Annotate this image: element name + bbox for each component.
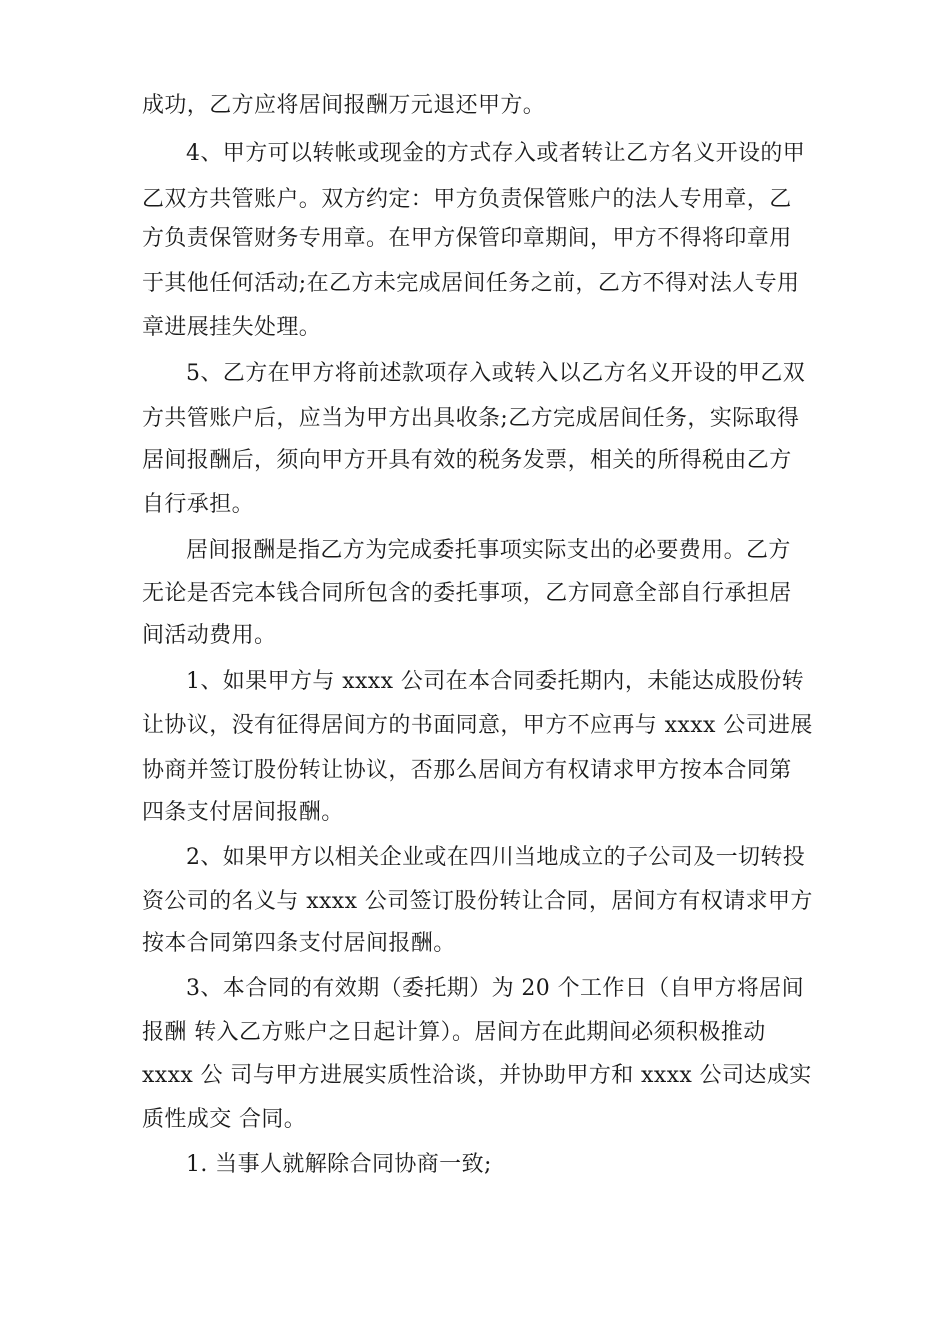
text-line: 5、乙方在甲方将前述款项存入或转入以乙方名义开设的甲乙双 — [186, 361, 806, 386]
text-line: 让协议，没有征得居间方的书面同意，甲方不应再与 xxxx 公司进展 — [142, 713, 813, 738]
text-line: 2、如果甲方以相关企业或在四川当地成立的子公司及一切转投 — [186, 845, 806, 870]
text-line: 1. 当事人就解除合同协商一致; — [186, 1152, 492, 1177]
text-line: xxxx 公 司与甲方进展实质性洽谈，并协助甲方和 xxxx 公司达成实 — [142, 1063, 812, 1088]
text-line: 四条支付居间报酬。 — [142, 800, 344, 825]
text-line: 成功，乙方应将居间报酬万元退还甲方。 — [142, 93, 546, 118]
text-line: 报酬 转入乙方账户之日起计算）。居间方在此期间必须积极推动 — [142, 1020, 766, 1045]
text-line: 质性成交 合同。 — [142, 1107, 307, 1132]
text-line: 4、甲方可以转帐或现金的方式存入或者转让乙方名义开设的甲 — [186, 141, 806, 166]
text-line: 资公司的名义与 xxxx 公司签订股份转让合同，居间方有权请求甲方 — [142, 889, 813, 914]
text-line: 自行承担。 — [142, 492, 255, 517]
text-line: 协商并签订股份转让协议，否那么居间方有权请求甲方按本合同第 — [142, 758, 792, 783]
text-line: 1、如果甲方与 xxxx 公司在本合同委托期内，未能达成股份转 — [186, 669, 805, 694]
text-line: 章进展挂失处理。 — [142, 315, 322, 340]
text-line: 方负责保管财务专用章。在甲方保管印章期间，甲方不得将印章用 — [142, 226, 792, 251]
text-line: 方共管账户后，应当为甲方出具收条;乙方完成居间任务，实际取得 — [142, 406, 800, 431]
text-line: 3、本合同的有效期（委托期）为 20 个工作日（自甲方将居间 — [186, 976, 804, 1001]
text-line: 无论是否完本钱合同所包含的委托事项，乙方同意全部自行承担居 — [142, 581, 792, 606]
text-line: 于其他任何活动;在乙方未完成居间任务之前，乙方不得对法人专用 — [142, 271, 800, 296]
text-line: 间活动费用。 — [142, 623, 277, 648]
text-line: 居间报酬后，须向甲方开具有效的税务发票，相关的所得税由乙方 — [142, 448, 792, 473]
text-line: 乙双方共管账户。双方约定：甲方负责保管账户的法人专用章，乙 — [142, 187, 792, 212]
text-line: 居间报酬是指乙方为完成委托事项实际支出的必要费用。乙方 — [186, 538, 791, 563]
text-line: 按本合同第四条支付居间报酬。 — [142, 931, 456, 956]
